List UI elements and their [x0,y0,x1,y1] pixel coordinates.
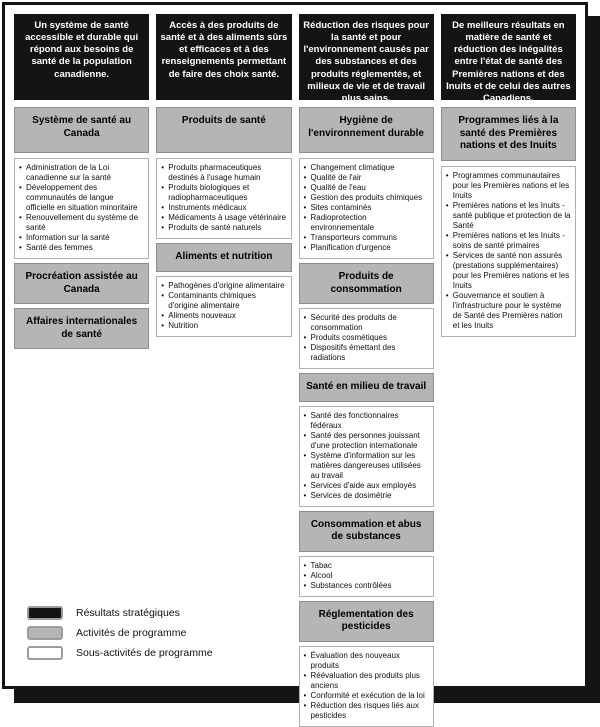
legend-label: Résultats stratégiques [76,607,180,619]
bullet-icon: • [445,290,449,300]
subactivity-item [161,213,286,223]
program-subactivities-box [299,406,434,507]
subactivity-item [304,571,429,581]
program-activity-box: Consommation et abus de substances [299,511,434,552]
subactivity-label: Réévaluation des produits plus anciens [310,670,420,690]
program-activity-box: Affaires internationales de santé [14,308,149,349]
subactivity-item [304,193,429,203]
subactivity-label: Réduction des risques liés aux pesticides [310,700,420,720]
bullet-icon: • [303,173,307,182]
legend-item [27,646,213,660]
subactivity-item [446,171,571,201]
subactivity-label: Renouvellement du système de santé [26,213,139,232]
bullet-icon: • [161,203,165,212]
subactivity-label: Pathogènes d'origine alimentaire [168,280,285,290]
program-activity-box: Produits de consommation [299,263,434,304]
subactivity-label: Qualité de l'eau [310,183,366,192]
subactivity-label: Qualité de l'air [310,173,362,182]
subactivity-item [304,203,429,213]
program-subactivities-box [299,646,434,727]
subactivity-item [304,491,429,501]
subactivity-label: Santé des femmes [26,243,93,252]
subactivity-item [304,651,429,671]
subactivity-label: Développement des communautés de langue officielle en situation minoritaire [26,183,138,212]
bullet-icon: • [303,650,307,660]
subactivity-label: Produits biologiques et radiopharmaceutiques [168,183,250,202]
bullet-icon: • [303,203,307,212]
column-4 [441,14,576,337]
program-activity-box: Aliments et nutrition [156,243,291,272]
bullet-icon: • [303,233,307,242]
bullet-icon: • [303,490,307,500]
subactivity-item [446,251,571,291]
subactivity-label: Contaminants chimiques d'origine alimentaire [168,290,256,310]
subactivity-label: Premières nations et les Inuits - santé publique et protection de la Santé [452,200,571,230]
program-subactivities-box [441,166,576,337]
subactivity-label: Transporteurs communs [310,233,397,242]
subactivity-item [161,291,286,311]
bullet-icon: • [445,170,449,180]
subactivity-item [19,213,144,233]
subactivity-item [161,321,286,331]
bullet-icon: • [303,580,307,590]
bullet-icon: • [161,280,165,290]
subactivity-label: Évaluation des nouveaux produits [310,650,400,670]
subactivity-label: Gouvernance et soutien à l'infrastructure pour le système de Santé des Premières nation et les Inuits [452,290,563,330]
column-1 [14,14,149,349]
bullet-icon: • [445,250,449,260]
bullet-icon: • [303,570,307,580]
program-subactivities-box [156,276,291,337]
subactivity-item [19,163,144,183]
subactivity-label: Santé des personnes jouissant d'une protection internationale [310,430,420,450]
program-activity-box: Santé en milieu de travail [299,373,434,402]
subactivity-item [304,411,429,431]
subactivity-item [304,701,429,721]
bullet-icon: • [303,333,307,342]
subactivity-label: Produits pharmaceutiques destinés à l'usage humain [168,163,262,182]
bullet-icon: • [161,290,165,300]
subactivity-item [161,203,286,213]
subactivity-item [446,201,571,231]
bullet-icon: • [161,223,165,232]
subactivity-item [161,281,286,291]
legend-item [27,626,213,640]
subactivity-item [304,243,429,253]
subactivity-label: Sécurité des produits de consommation [310,313,397,332]
subactivity-item [304,313,429,333]
subactivity-item [446,231,571,251]
subactivity-item [304,343,429,363]
subactivity-label: Services de dosimétrie [310,490,392,500]
program-activity-box: Programmes liés à la santé des Premières nations et des Inuits [441,107,576,161]
bullet-icon: • [303,700,307,710]
bullet-icon: • [161,213,165,222]
subactivity-label: Nutrition [168,320,199,330]
bullet-icon: • [445,200,449,210]
bullet-icon: • [161,163,165,172]
strategic-outcome-box: Réduction des risques pour la santé et pour l'environnement causés par des substances et des produits réglementés, et milieux de vie et de travail plus sains. [299,14,434,100]
bullet-icon: • [303,560,307,570]
subactivity-item [304,581,429,591]
subactivity-label: Produits cosmétiques [310,333,387,342]
subactivity-item [19,233,144,243]
bullet-icon: • [303,163,307,172]
subactivity-label: Système d'information sur les matières dangereuses utilisées au travail [310,450,421,480]
subactivity-item [19,243,144,253]
subactivity-label: Services d'aide aux employés [310,480,417,490]
subactivity-item [304,561,429,571]
subactivity-item [304,451,429,481]
bullet-icon: • [303,480,307,490]
bullet-icon: • [303,243,307,252]
legend [27,606,213,660]
program-activity-box: Hygiène de l'environnement durable [299,107,434,153]
bullet-icon: • [303,343,307,352]
column-3 [299,14,434,727]
subactivity-label: Information sur la santé [26,233,110,242]
diagram-sheet [2,2,588,720]
bullet-icon: • [161,183,165,192]
subactivity-item [446,291,571,331]
strategic-outcome-box: Accès à des produits de santé et à des aliments sûrs et efficaces et à des renseignements permettant de faire des choix santé. [156,14,291,100]
bullet-icon: • [19,183,22,192]
subactivity-label: Santé des fonctionnaires fédéraux [310,410,399,430]
legend-label: Activités de programme [76,627,187,639]
bullet-icon: • [445,230,449,240]
program-activity-box: Produits de santé [156,107,291,153]
subactivity-label: Planification d'urgence [310,243,391,252]
subactivity-label: Produits de santé naturels [168,223,262,232]
program-subactivities-box [299,308,434,369]
bullet-icon: • [303,690,307,700]
subactivity-label: Radioprotection environnementale [310,213,375,232]
subactivity-item [304,163,429,173]
subactivity-label: Changement climatique [310,163,395,172]
subactivity-item [161,163,286,183]
subactivity-label: Services de santé non assurés (prestations supplémentaires) pour les Premières nations et les Inuits [452,250,570,290]
subactivity-label: Conformité et exécution de la loi [310,690,425,700]
program-subactivities-box [156,158,291,239]
program-subactivities-box [14,158,149,259]
bullet-icon: • [303,183,307,192]
bullet-icon: • [303,430,307,440]
program-subactivities-box [299,556,434,597]
subactivity-item [304,671,429,691]
subactivity-label: Aliments nouveaux [168,310,236,320]
subactivity-label: Dispositifs émettant des radiations [310,343,396,362]
subactivity-item [304,233,429,243]
program-activity-box: Système de santé au Canada [14,107,149,153]
bullet-icon: • [19,233,22,242]
legend-item [27,606,213,620]
subactivity-label: Premières nations et les Inuits - soins de santé primaires [452,230,565,250]
program-activity-box: Procréation assistée au Canada [14,263,149,304]
strategic-outcome-box: De meilleurs résultats en matière de santé et réduction des inégalités entre l'état de santé des Premières nations et des Inuits et de celui des autres Canadiens. [441,14,576,100]
subactivity-item [304,691,429,701]
bullet-icon: • [303,670,307,680]
program-subactivities-box [299,158,434,259]
subactivity-item [161,183,286,203]
bullet-icon: • [303,410,307,420]
strategic-swatch-icon [27,606,63,620]
subactivity-item [161,223,286,233]
column-2 [156,14,291,337]
subactivity-label: Tabac [310,560,332,570]
bullet-icon: • [19,163,22,172]
subactivity-item [304,333,429,343]
legend-label: Sous-activités de programme [76,647,213,659]
subactivity-item [304,173,429,183]
subactivity-item [304,183,429,193]
subactivity-label: Programmes communautaires pour les Premières nations et les Inuits [452,170,570,200]
subactivity-item [304,481,429,491]
bullet-icon: • [303,313,307,322]
subactivity-item [19,183,144,213]
bullet-icon: • [303,450,307,460]
subactivity-label: Gestion des produits chimiques [310,193,423,202]
bullet-icon: • [161,320,165,330]
subactivity-label: Instruments médicaux [168,203,247,212]
bullet-icon: • [303,213,307,222]
bullet-icon: • [303,193,307,202]
subactivity-label: Substances contrôlées [310,580,392,590]
subactivity-item [304,431,429,451]
subactivity-item [304,213,429,233]
program-activity-box: Réglementation des pesticides [299,601,434,642]
activity-swatch-icon [27,626,63,640]
bullet-icon: • [19,243,22,252]
subactivity-label: Médicaments à usage vétérinaire [168,213,287,222]
subactivity-label: Alcool [310,570,333,580]
subactivity-label: Sites contaminés [310,203,372,212]
subactivity-swatch-icon [27,646,63,660]
subactivity-item [161,311,286,321]
bullet-icon: • [161,310,165,320]
strategic-outcome-box: Un système de santé accessible et durable qui répond aux besoins de santé de la population canadienne. [14,14,149,100]
bullet-icon: • [19,213,22,222]
subactivity-label: Administration de la Loi canadienne sur la santé [26,163,111,182]
